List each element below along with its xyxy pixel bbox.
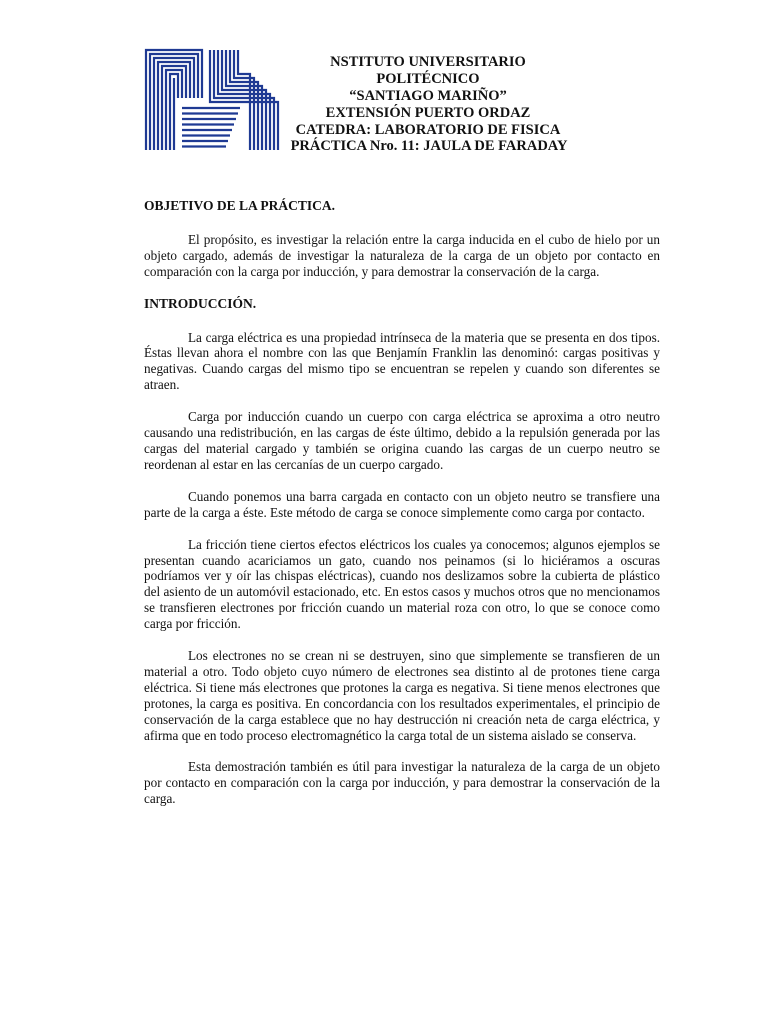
- chair-name: CATEDRA: LABORATORIO DE FISICA: [295, 122, 561, 138]
- intro-paragraph: La fricción tiene ciertos efectos eléctricos los cuales ya conocemos; algunos ejemplos se presentan cuando acariciamos un gato, cuando nos peinamos (si lo hiciéramos a oscuras podríamos ver y oír las chispas eléctricas), cuando nos deslizamos sobre la cubierta de plástico del asiento de un automóvil estacionado, etc. En estos casos y muchos otros que no mencionamos se transfieren electrones por fricción cuando un material roza con otro, lo que se conoce como carga por fricción.: [144, 536, 660, 632]
- intro-paragraph: Cuando ponemos una barra cargada en contacto con un objeto neutro se transfiere una parte de la carga a éste. Este método de carga se conoce simplemente como carga por contacto.: [144, 488, 660, 520]
- intro-paragraph: Carga por inducción cuando un cuerpo con carga eléctrica se aproxima a otro neutro causando una redistribución, en las cargas de éste último, debido a la repulsión generada por las cargas del material cargado y también se origina cuando las cargas de un cuerpo neutro se reordenan al estar en las cercanías de un cuerpo cargado.: [144, 409, 660, 472]
- intro-paragraph: Los electrones no se crean ni se destruyen, sino que simplemente se transfieren de un material a otro. Todo objeto cuyo número de electrones sea distinto al de protones tiene carga eléctrica. Si tiene más electrones que protones la carga es negativa. Si tiene menos electrones que protones, la carga es positiva. En concordancia con los resultados experimentales, el principio de conservación de la carga establece que no hay destrucción ni creación neta de carga eléctrica, y afirma que en todo proceso electromagnético la carga total de un sistema aislado se conserva.: [144, 648, 660, 743]
- intro-paragraph: La carga eléctrica es una propiedad intrínseca de la materia que se presenta en dos tipos. Éstas llevan ahora el nombre con las que Benjamín Franklin las denominó: cargas positivas y negativas. Cuando cargas del mismo tipo se encuentran se repelen y cuando son diferentes se atraen.: [144, 329, 660, 393]
- intro-paragraph: Esta demostración también es útil para investigar la naturaleza de la carga de un objeto por contacto en comparación con la carga por inducción, y para demostrar la conservación de la carga.: [144, 759, 660, 807]
- institution-extension: EXTENSIÓN PUERTO ORDAZ: [325, 105, 531, 121]
- institution-header: [278, 54, 578, 139]
- institution-name: NSTITUTO UNIVERSITARIO POLITÉCNICO: [330, 54, 526, 87]
- objective-heading: OBJETIVO DE LA PRÁCTICA.: [144, 198, 336, 213]
- introduction-heading: INTRODUCCIÓN.: [144, 295, 257, 311]
- institution-logo: [144, 48, 280, 152]
- institution-subname: “SANTIAGO MARIÑO”: [349, 88, 507, 104]
- document-body: [144, 198, 660, 823]
- objective-paragraph: El propósito, es investigar la relación entre la carga inducida en el cubo de hielo por un objeto cargado, además de investigar la naturaleza de la carga de un objeto por contacto en comparación con la carga por inducción, y para demostrar la conservación de la carga.: [144, 231, 660, 279]
- practice-title: PRÁCTICA Nro. 11: JAULA DE FARADAY: [290, 138, 568, 154]
